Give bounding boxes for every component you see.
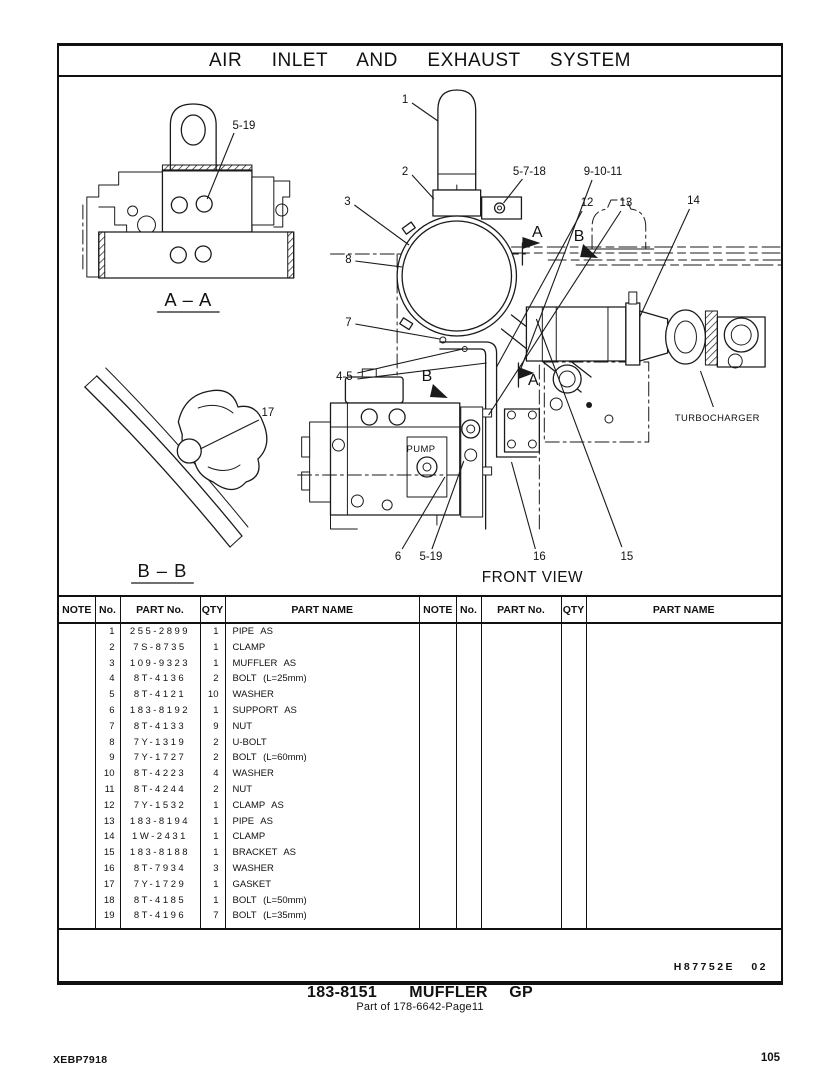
- part-number-cell: 8T-4121: [120, 687, 200, 703]
- parts-table: [59, 595, 781, 928]
- row-number-cell: 16: [95, 861, 120, 877]
- row-number-cell: 9: [95, 750, 120, 766]
- table-row: [59, 829, 420, 845]
- header-no: No.: [456, 597, 481, 623]
- part-name-cell: PIPE AS: [225, 623, 420, 640]
- note-cell: [59, 829, 95, 845]
- table-row: [59, 893, 420, 909]
- row-number-cell: 2: [95, 640, 120, 656]
- callout-9-10-11: 9-10-11: [583, 165, 623, 179]
- part-number-cell: 7Y-1532: [120, 798, 200, 814]
- row-number-cell: 1: [95, 623, 120, 640]
- row-number-cell: 7: [95, 719, 120, 735]
- part-number-cell: 8T-7934: [120, 861, 200, 877]
- header-note: NOTE: [420, 597, 456, 623]
- page-border-frame: [57, 43, 783, 985]
- callout-7: 7: [345, 316, 352, 330]
- part-number-cell: 7Y-1727: [120, 750, 200, 766]
- part-number-cell: 7Y-1729: [120, 877, 200, 893]
- row-number-cell: 5: [95, 687, 120, 703]
- note-cell: [59, 750, 95, 766]
- table-row: [59, 719, 420, 735]
- part-name-cell: WASHER: [225, 687, 420, 703]
- callout-13: 13: [619, 196, 633, 210]
- part-name-cell: NUT: [225, 719, 420, 735]
- qty-cell: 1: [200, 893, 225, 909]
- parts-table-body-right: [420, 623, 781, 928]
- qty-cell: 1: [200, 845, 225, 861]
- exploded-diagram: [59, 77, 781, 595]
- table-header-row: [420, 597, 781, 623]
- note-cell: [59, 640, 95, 656]
- callout-3: 3: [344, 195, 351, 209]
- row-number-cell: 6: [95, 703, 120, 719]
- part-name-cell: MUFFLER AS: [225, 656, 420, 672]
- note-cell: [59, 671, 95, 687]
- section-bb-view: [85, 368, 274, 583]
- qty-cell: 2: [200, 782, 225, 798]
- part-number-cell: 8T-4133: [120, 719, 200, 735]
- note-cell: [59, 735, 95, 751]
- callout-14: 14: [687, 194, 700, 208]
- table-header-row: [59, 597, 420, 623]
- qty-cell: 2: [200, 735, 225, 751]
- note-cell: [59, 861, 95, 877]
- qty-cell: 3: [200, 861, 225, 877]
- qty-cell: 2: [200, 750, 225, 766]
- row-number-cell: 4: [95, 671, 120, 687]
- diagram-svg: [59, 77, 781, 595]
- table-row: [59, 798, 420, 814]
- callout-5-19-front: 5-19: [419, 550, 443, 564]
- part-name-cell: BRACKET AS: [225, 845, 420, 861]
- row-number-cell: 18: [95, 893, 120, 909]
- part-number-cell: 183-8192: [120, 703, 200, 719]
- page-number: 105: [760, 1052, 780, 1064]
- table-row: [59, 703, 420, 719]
- part-name-cell: CLAMP AS: [225, 798, 420, 814]
- qty-cell: 1: [200, 656, 225, 672]
- qty-cell: 1: [200, 640, 225, 656]
- part-number-cell: 1W-2431: [120, 829, 200, 845]
- part-name-cell: WASHER: [225, 861, 420, 877]
- note-cell: [59, 766, 95, 782]
- table-row: [59, 750, 420, 766]
- part-name-cell: BOLT (L=60mm): [225, 750, 420, 766]
- part-name-cell: NUT: [225, 782, 420, 798]
- table-row: [59, 640, 420, 656]
- table-row: [59, 861, 420, 877]
- section-letter-b-upper: B: [573, 227, 585, 246]
- part-number-cell: 109-9323: [120, 656, 200, 672]
- part-number-cell: 8T-4196: [120, 908, 200, 924]
- header-part-name: PART NAME: [586, 597, 781, 623]
- callout-2: 2: [401, 165, 409, 179]
- part-name-cell: BOLT (L=50mm): [225, 893, 420, 909]
- part-name-cell: WASHER: [225, 766, 420, 782]
- row-number-cell: 8: [95, 735, 120, 751]
- section-aa-view: [83, 104, 294, 312]
- callout-16: 16: [532, 550, 546, 564]
- callout-12: 12: [580, 196, 594, 210]
- part-name-cell: GASKET: [225, 877, 420, 893]
- page-caption: [0, 984, 840, 1013]
- page-title: AIR INLET AND EXHAUST SYSTEM: [59, 46, 781, 77]
- part-number-cell: 183-8188: [120, 845, 200, 861]
- qty-cell: 1: [200, 798, 225, 814]
- form-code: XEBP7918: [53, 1054, 108, 1066]
- qty-cell: 2: [200, 671, 225, 687]
- header-part-no: PART No.: [481, 597, 561, 623]
- note-cell: [59, 782, 95, 798]
- qty-cell: 4: [200, 766, 225, 782]
- callout-15: 15: [620, 550, 634, 564]
- header-note: NOTE: [59, 597, 95, 623]
- note-cell: [59, 814, 95, 830]
- row-number-cell: 3: [95, 656, 120, 672]
- qty-cell: 9: [200, 719, 225, 735]
- group-subtitle: Part of 178-6642-Page11: [356, 1001, 484, 1013]
- part-number-cell: 8T-4185: [120, 893, 200, 909]
- document-number: H87752E 02: [673, 961, 768, 973]
- qty-cell: 1: [200, 877, 225, 893]
- note-cell: [59, 623, 95, 640]
- pump-label: PUMP: [406, 443, 436, 456]
- part-number-cell: 7S-8735: [120, 640, 200, 656]
- callout-5-7-18: 5-7-18: [512, 165, 546, 179]
- section-aa-label: A – A: [164, 288, 213, 311]
- part-number-cell: 7Y-1319: [120, 735, 200, 751]
- callout-5-19-aa: 5-19: [232, 119, 256, 133]
- table-row: [59, 814, 420, 830]
- front-view-label: FRONT VIEW: [481, 568, 584, 587]
- parts-table-body-left: [59, 623, 420, 928]
- section-letter-a-upper: A: [532, 223, 543, 242]
- qty-cell: 1: [200, 829, 225, 845]
- note-cell: [59, 877, 95, 893]
- part-name-cell: U-BOLT: [225, 735, 420, 751]
- callout-6: 6: [394, 550, 402, 564]
- table-row: [59, 671, 420, 687]
- part-number-cell: 8T-4136: [120, 671, 200, 687]
- part-name-cell: SUPPORT AS: [225, 703, 420, 719]
- part-name-cell: CLAMP: [225, 829, 420, 845]
- row-number-cell: 17: [95, 877, 120, 893]
- callout-17: 17: [261, 406, 275, 420]
- note-cell: [59, 719, 95, 735]
- group-title: 183-8151 MUFFLER GP: [307, 984, 533, 1001]
- table-row: [59, 877, 420, 893]
- table-row: [59, 687, 420, 703]
- table-row: [59, 656, 420, 672]
- note-cell: [59, 908, 95, 924]
- qty-cell: 10: [200, 687, 225, 703]
- note-cell: [59, 893, 95, 909]
- table-row: [59, 735, 420, 751]
- row-number-cell: 13: [95, 814, 120, 830]
- part-name-cell: BOLT (L=35mm): [225, 908, 420, 924]
- qty-cell: 1: [200, 814, 225, 830]
- frame-footer-band: [59, 928, 781, 981]
- part-number-cell: 8T-4244: [120, 782, 200, 798]
- parts-table-right-half: [420, 597, 781, 928]
- part-number-cell: 8T-4223: [120, 766, 200, 782]
- section-letter-b-lower: B: [421, 367, 433, 386]
- table-row: [59, 908, 420, 924]
- row-number-cell: 11: [95, 782, 120, 798]
- part-name-cell: CLAMP: [225, 640, 420, 656]
- header-qty: QTY: [561, 597, 586, 623]
- callout-8: 8: [345, 253, 352, 267]
- part-number-cell: 183-8194: [120, 814, 200, 830]
- header-no: No.: [95, 597, 120, 623]
- callout-4-5: 4-5: [336, 370, 353, 384]
- part-name-cell: PIPE AS: [225, 814, 420, 830]
- row-number-cell: 10: [95, 766, 120, 782]
- header-part-no: PART No.: [120, 597, 200, 623]
- table-row: [59, 782, 420, 798]
- parts-table-left-half: [59, 597, 420, 928]
- turbocharger-label: TURBOCHARGER: [674, 412, 760, 425]
- table-row: [59, 623, 420, 640]
- part-number-cell: 255-2899: [120, 623, 200, 640]
- callout-1: 1: [401, 93, 409, 107]
- row-number-cell: 19: [95, 908, 120, 924]
- table-row: [59, 845, 420, 861]
- note-cell: [59, 845, 95, 861]
- note-cell: [59, 703, 95, 719]
- qty-cell: 1: [200, 623, 225, 640]
- qty-cell: 7: [200, 908, 225, 924]
- row-number-cell: 12: [95, 798, 120, 814]
- front-view-drawing: [298, 90, 781, 586]
- header-part-name: PART NAME: [225, 597, 420, 623]
- row-number-cell: 15: [95, 845, 120, 861]
- qty-cell: 1: [200, 703, 225, 719]
- table-filler-row: [420, 623, 781, 928]
- part-name-cell: BOLT (L=25mm): [225, 671, 420, 687]
- section-letter-a-lower: A: [528, 371, 539, 390]
- section-bb-label: B – B: [137, 559, 188, 582]
- header-qty: QTY: [200, 597, 225, 623]
- note-cell: [59, 687, 95, 703]
- note-cell: [59, 798, 95, 814]
- row-number-cell: 14: [95, 829, 120, 845]
- note-cell: [59, 656, 95, 672]
- table-row: [59, 766, 420, 782]
- pump-drawing: [298, 369, 483, 529]
